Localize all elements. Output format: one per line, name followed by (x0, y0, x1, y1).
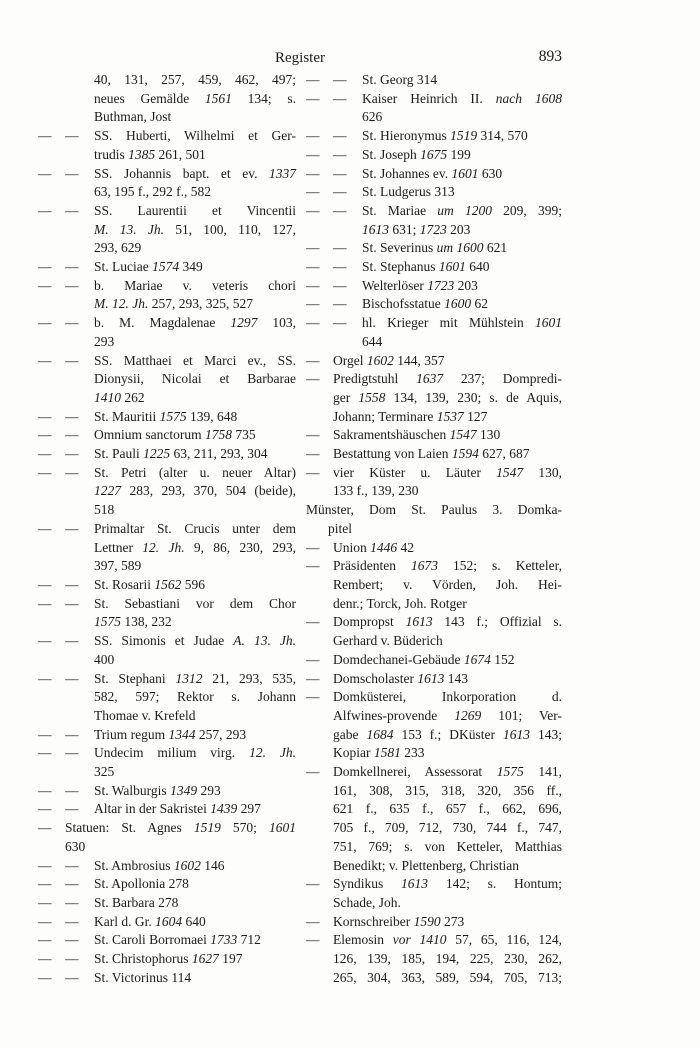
entry-dash: — (306, 296, 320, 312)
entry-dash: — (65, 951, 79, 967)
entry-line: — — St. Mauritii 1575 139, 648 (38, 408, 296, 427)
entry-dash: — (38, 315, 52, 331)
entry-dash: — (38, 464, 52, 480)
entry-dash: — (306, 913, 320, 929)
entry-line: — — Altar in der Sakristei 1439 297 (38, 800, 296, 819)
entry-line: — — St. Joseph 1675 199 (306, 146, 562, 165)
entry-dash: — (306, 446, 320, 462)
entry-dash: — (38, 352, 52, 368)
entry-line: Kopiar 1581 233 (333, 745, 425, 761)
entry-dash: — (306, 427, 320, 443)
entry-line: — — St. Stephanus 1601 640 (306, 258, 562, 277)
entry-dash: — (306, 539, 320, 555)
entry-line: — — St. Georg 314 (306, 71, 562, 90)
entry-line: Münster, Dom St. Paulus 3. Domka- (306, 502, 562, 518)
entry-line: — Sakramentshäuschen 1547 130 (306, 426, 562, 445)
index-entry (306, 370, 562, 426)
index-entry (38, 595, 296, 632)
index-entry (38, 913, 296, 932)
entry-line: 630 (65, 838, 86, 854)
entry-dash: — (306, 277, 320, 293)
entry-dash: — (38, 427, 52, 443)
entry-line: 126, 139, 185, 194, 225, 230, 262, (333, 951, 562, 967)
entry-line: 705 f., 709, 712, 730, 744 f., 747, (333, 820, 562, 836)
entry-line: pitel (328, 520, 352, 536)
entry-dash: — (306, 259, 320, 275)
entry-line: — — St. Severinus um 1600 621 (306, 239, 562, 258)
entry-dash: — (38, 894, 52, 910)
entry-dash: — (65, 782, 79, 798)
entry-line: Alfwines-provende 1269 101; Ver- (333, 707, 562, 723)
index-entry (306, 183, 562, 202)
entry-line: 1575 138, 232 (94, 614, 172, 630)
entry-line: trudis 1385 261, 501 (94, 146, 206, 162)
entry-dash: — (38, 259, 52, 275)
index-entry (38, 782, 296, 801)
entry-line: — — St. Apollonia 278 (38, 875, 296, 894)
entry-line: — — St. Ludgerus 313 (306, 183, 562, 202)
entry-line: Benedikt; v. Plettenberg, Christian (333, 857, 519, 873)
index-entry (306, 931, 562, 987)
index-entry (306, 875, 562, 912)
index-entry (306, 71, 562, 90)
entry-line: — — St. Petri (alter u. neuer Altar) (38, 464, 296, 483)
entry-dash: — (38, 876, 52, 892)
entry-dash: — (306, 128, 320, 144)
entry-dash: — (306, 670, 320, 686)
entry-dash: — (38, 595, 52, 611)
entry-line: Johann; Terminare 1537 127 (333, 408, 488, 424)
entry-line: — — hl. Krieger mit Mühlstein 1601 (306, 314, 562, 333)
index-entry (306, 258, 562, 277)
index-entry (38, 426, 296, 445)
entry-dash: — (65, 932, 79, 948)
entry-line: — — St. Mariae um 1200 209, 399; (306, 202, 562, 221)
entry-line: 293, 629 (94, 240, 142, 256)
entry-line: ger 1558 134, 139, 230; s. de Aquis, (333, 389, 562, 405)
entry-line: — — St. Rosarii 1562 596 (38, 576, 296, 595)
entry-dash: — (333, 184, 347, 200)
index-entry (306, 90, 562, 127)
entry-dash: — (65, 277, 79, 293)
index-entry (306, 295, 562, 314)
entry-dash: — (333, 72, 347, 87)
entry-dash: — (38, 277, 52, 293)
entry-dash: — (306, 184, 320, 200)
entry-dash: — (65, 128, 79, 144)
index-entry (38, 576, 296, 595)
entry-line: 293 (94, 333, 115, 349)
entry-line: — Domscholaster 1613 143 (306, 670, 562, 689)
entry-dash: — (333, 202, 347, 218)
entry-line: — Präsidenten 1673 152; s. Ketteler, (306, 557, 562, 576)
entry-dash: — (38, 820, 52, 836)
entry-line: — — St. Stephani 1312 21, 293, 535, (38, 670, 296, 689)
entry-dash: — (306, 558, 320, 574)
entry-line: M. 13. Jh. 51, 100, 110, 127, (94, 221, 296, 237)
entry-line: neues Gemälde 1561 134; s. (94, 90, 296, 106)
entry-line: Buthman, Jost (94, 109, 172, 125)
index-entry (38, 670, 296, 726)
entry-dash: — (65, 670, 79, 686)
index-entry (306, 426, 562, 445)
entry-dash: — (38, 726, 52, 742)
index-entry (38, 969, 296, 988)
index-entry (38, 277, 296, 314)
entry-dash: — (65, 894, 79, 910)
entry-dash: — (38, 202, 52, 218)
entry-line: — — SS. Huberti, Wilhelmi et Ger- (38, 127, 296, 146)
entry-line: — — St. Barbara 278 (38, 894, 296, 913)
entry-dash: — (65, 801, 79, 817)
entry-line: — Dompropst 1613 143 f.; Offizial s. (306, 613, 562, 632)
index-entry (306, 239, 562, 258)
entry-line: Thomae v. Krefeld (94, 707, 196, 723)
entry-line: — Union 1446 42 (306, 539, 562, 558)
entry-dash: — (333, 259, 347, 275)
entry-dash: — (306, 146, 320, 162)
entry-line: — — SS. Johannis bapt. et ev. 1337 (38, 165, 296, 184)
entry-line: — Syndikus 1613 142; s. Hontum; (306, 875, 562, 894)
entry-dash: — (306, 876, 320, 892)
entry-line: — — St. Victorinus 114 (38, 969, 296, 988)
entry-dash: — (38, 670, 52, 686)
index-entry (306, 557, 562, 613)
entry-dash: — (306, 72, 320, 87)
entry-dash: — (38, 128, 52, 144)
entry-line: — — b. Mariae v. veteris chori (38, 277, 296, 296)
entry-dash: — (333, 128, 347, 144)
entry-dash: — (38, 969, 52, 985)
entry-dash: — (333, 277, 347, 293)
entry-line: — Elemosin vor 1410 57, 65, 116, 124, (306, 931, 562, 950)
entry-dash: — (306, 651, 320, 667)
index-entry (306, 501, 562, 538)
entry-line: 265, 304, 363, 589, 594, 705, 713; (333, 969, 562, 985)
entry-dash: — (38, 745, 52, 761)
entry-line: 518 (94, 502, 115, 518)
index-left-column (38, 71, 296, 987)
entry-dash: — (38, 165, 52, 181)
entry-line: — — St. Luciae 1574 349 (38, 258, 296, 277)
entry-line: — Domdechanei-Gebäude 1674 152 (306, 651, 562, 670)
entry-dash: — (65, 633, 79, 649)
entry-line: 1410 262 (94, 389, 145, 405)
index-entry (38, 71, 296, 127)
entry-dash: — (65, 259, 79, 275)
index-entry (38, 520, 296, 576)
entry-line: 644 (362, 333, 383, 349)
index-entry (38, 258, 296, 277)
index-entry (306, 464, 562, 501)
index-entry (38, 931, 296, 950)
entry-line: — — Undecim milium virg. 12. Jh. (38, 744, 296, 763)
entry-line: — Domküsterei, Inkorporation d. (306, 688, 562, 707)
entry-dash: — (306, 464, 320, 480)
entry-dash: — (333, 146, 347, 162)
index-entry (306, 146, 562, 165)
entry-dash: — (306, 352, 320, 368)
entry-line: 40, 131, 257, 459, 462, 497; (94, 72, 296, 87)
index-entry (306, 688, 562, 763)
index-entry (306, 165, 562, 184)
entry-dash: — (65, 446, 79, 462)
entry-dash: — (38, 801, 52, 817)
entry-line: — — St. Pauli 1225 63, 211, 293, 304 (38, 445, 296, 464)
entry-dash: — (333, 165, 347, 181)
entry-line: — — Omnium sanctorum 1758 735 (38, 426, 296, 445)
index-entry (38, 445, 296, 464)
entry-line: — Kornschreiber 1590 273 (306, 913, 562, 932)
entry-line: — — Karl d. Gr. 1604 640 (38, 913, 296, 932)
index-entry (38, 875, 296, 894)
entry-line: M. 12. Jh. 257, 293, 325, 527 (94, 296, 253, 312)
entry-line: 133 f., 139, 230 (333, 483, 419, 499)
index-entry (306, 127, 562, 146)
entry-dash: — (38, 576, 52, 592)
entry-dash: — (65, 352, 79, 368)
index-entry (306, 651, 562, 670)
entry-line: 397, 589 (94, 558, 142, 574)
entry-line: — — St. Caroli Borromaei 1733 712 (38, 931, 296, 950)
entry-dash: — (38, 520, 52, 536)
entry-dash: — (38, 913, 52, 929)
index-entry (38, 800, 296, 819)
index-entry (306, 539, 562, 558)
entry-line: — — St. Sebastiani vor dem Chor (38, 595, 296, 614)
index-entry (38, 632, 296, 669)
entry-line: — Bestattung von Laien 1594 627, 687 (306, 445, 562, 464)
index-entry (38, 726, 296, 745)
entry-line: — — Bischofsstatue 1600 62 (306, 295, 562, 314)
index-entry (38, 950, 296, 969)
index-entry (38, 744, 296, 781)
entry-line: 1613 631; 1723 203 (362, 221, 471, 237)
entry-dash: — (38, 782, 52, 798)
entry-line: 1227 283, 293, 370, 504 (beide), (94, 483, 296, 499)
entry-line: — — Kaiser Heinrich II. nach 1608 (306, 90, 562, 109)
entry-line: — — SS. Simonis et Judae A. 13. Jh. (38, 632, 296, 651)
index-right-column (306, 71, 562, 987)
entry-line: — — SS. Matthaei et Marci ev., SS. (38, 352, 296, 371)
entry-dash: — (65, 315, 79, 331)
entry-line: 400 (94, 651, 115, 667)
entry-dash: — (333, 90, 347, 106)
entry-dash: — (306, 90, 320, 106)
entry-line: — — St. Johannes ev. 1601 630 (306, 165, 562, 184)
entry-dash: — (65, 857, 79, 873)
entry-line: 621 f., 635 f., 657 f., 662, 696, (333, 801, 562, 817)
entry-dash: — (306, 932, 320, 948)
entry-line: 751, 769; s. von Ketteler, Matthias (333, 838, 562, 854)
entry-dash: — (38, 408, 52, 424)
index-entry (306, 613, 562, 650)
index-entry (38, 202, 296, 258)
index-entry (38, 314, 296, 351)
entry-dash: — (65, 576, 79, 592)
entry-dash: — (65, 913, 79, 929)
index-entry (306, 670, 562, 689)
entry-line: 161, 308, 315, 318, 320, 356 ff., (333, 782, 562, 798)
entry-dash: — (38, 446, 52, 462)
entry-line: — Domkellnerei, Assessorat 1575 141, (306, 763, 562, 782)
entry-line: — — Primaltar St. Crucis unter dem (38, 520, 296, 539)
index-entry (306, 314, 562, 351)
entry-dash: — (65, 876, 79, 892)
entry-line: Rembert; v. Vörden, Joh. Hei- (333, 576, 562, 592)
entry-dash: — (306, 240, 320, 256)
entry-line: — — Welterlöser 1723 203 (306, 277, 562, 296)
entry-line: — — Trium regum 1344 257, 293 (38, 726, 296, 745)
entry-line: Lettner 12. Jh. 9, 86, 230, 293, (94, 539, 297, 555)
entry-dash: — (65, 165, 79, 181)
entry-line: — — St. Ambrosius 1602 146 (38, 857, 296, 876)
entry-line: Gerhard v. Büderich (333, 633, 443, 649)
index-entry (306, 202, 562, 239)
entry-line: gabe 1684 153 f.; DKüster 1613 143; (333, 726, 562, 742)
entry-line: denr.; Torck, Joh. Rotger (333, 595, 467, 611)
entry-dash: — (38, 857, 52, 873)
index-entry (306, 352, 562, 371)
entry-line: 582, 597; Rektor s. Johann (94, 689, 296, 705)
entry-dash: — (65, 408, 79, 424)
entry-dash: — (65, 464, 79, 480)
entry-line: — — b. M. Magdalenae 1297 103, (38, 314, 296, 333)
entry-dash: — (306, 315, 320, 331)
entry-line: — — St. Hieronymus 1519 314, 570 (306, 127, 562, 146)
index-entry (306, 277, 562, 296)
index-entry (38, 165, 296, 202)
entry-dash: — (306, 371, 320, 387)
entry-dash: — (65, 726, 79, 742)
entry-dash: — (65, 745, 79, 761)
entry-line: 626 (362, 109, 383, 125)
entry-dash: — (333, 315, 347, 331)
entry-dash: — (306, 202, 320, 218)
page-header (38, 49, 562, 67)
entry-line: — Predigtstuhl 1637 237; Dompredi- (306, 370, 562, 389)
entry-dash: — (65, 427, 79, 443)
entry-dash: — (65, 202, 79, 218)
entry-line: 63, 195 f., 292 f., 582 (94, 184, 211, 200)
entry-dash: — (333, 296, 347, 312)
index-entry (38, 894, 296, 913)
page-number: 893 (538, 48, 562, 65)
entry-line: — — SS. Laurentii et Vincentii (38, 202, 296, 221)
entry-dash: — (65, 595, 79, 611)
entry-line: — Statuen: St. Agnes 1519 570; 1601 (38, 819, 296, 838)
entry-dash: — (306, 764, 320, 780)
entry-line: 325 (94, 764, 115, 780)
index-entry (38, 464, 296, 520)
index-entry (38, 408, 296, 427)
entry-dash: — (65, 969, 79, 985)
entry-dash: — (38, 633, 52, 649)
index-entry (38, 857, 296, 876)
entry-dash: — (38, 932, 52, 948)
entry-line: — — St. Christophorus 1627 197 (38, 950, 296, 969)
entry-dash: — (65, 520, 79, 536)
entry-line: Dionysii, Nicolai et Barbarae (94, 371, 296, 387)
entry-dash: — (306, 614, 320, 630)
index-entry (38, 352, 296, 408)
entry-line: — vier Küster u. Läuter 1547 130, (306, 464, 562, 483)
entry-dash: — (38, 951, 52, 967)
index-entry (306, 763, 562, 875)
entry-dash: — (333, 240, 347, 256)
entry-dash: — (306, 689, 320, 705)
entry-line: Schade, Joh. (333, 894, 401, 910)
index-entry (38, 819, 296, 856)
running-title: Register (275, 50, 325, 66)
index-entry (38, 127, 296, 164)
entry-dash: — (306, 165, 320, 181)
entry-line: — — St. Walburgis 1349 293 (38, 782, 296, 801)
index-entry (306, 913, 562, 932)
entry-line: — Orgel 1602 144, 357 (306, 352, 562, 371)
index-entry (306, 445, 562, 464)
